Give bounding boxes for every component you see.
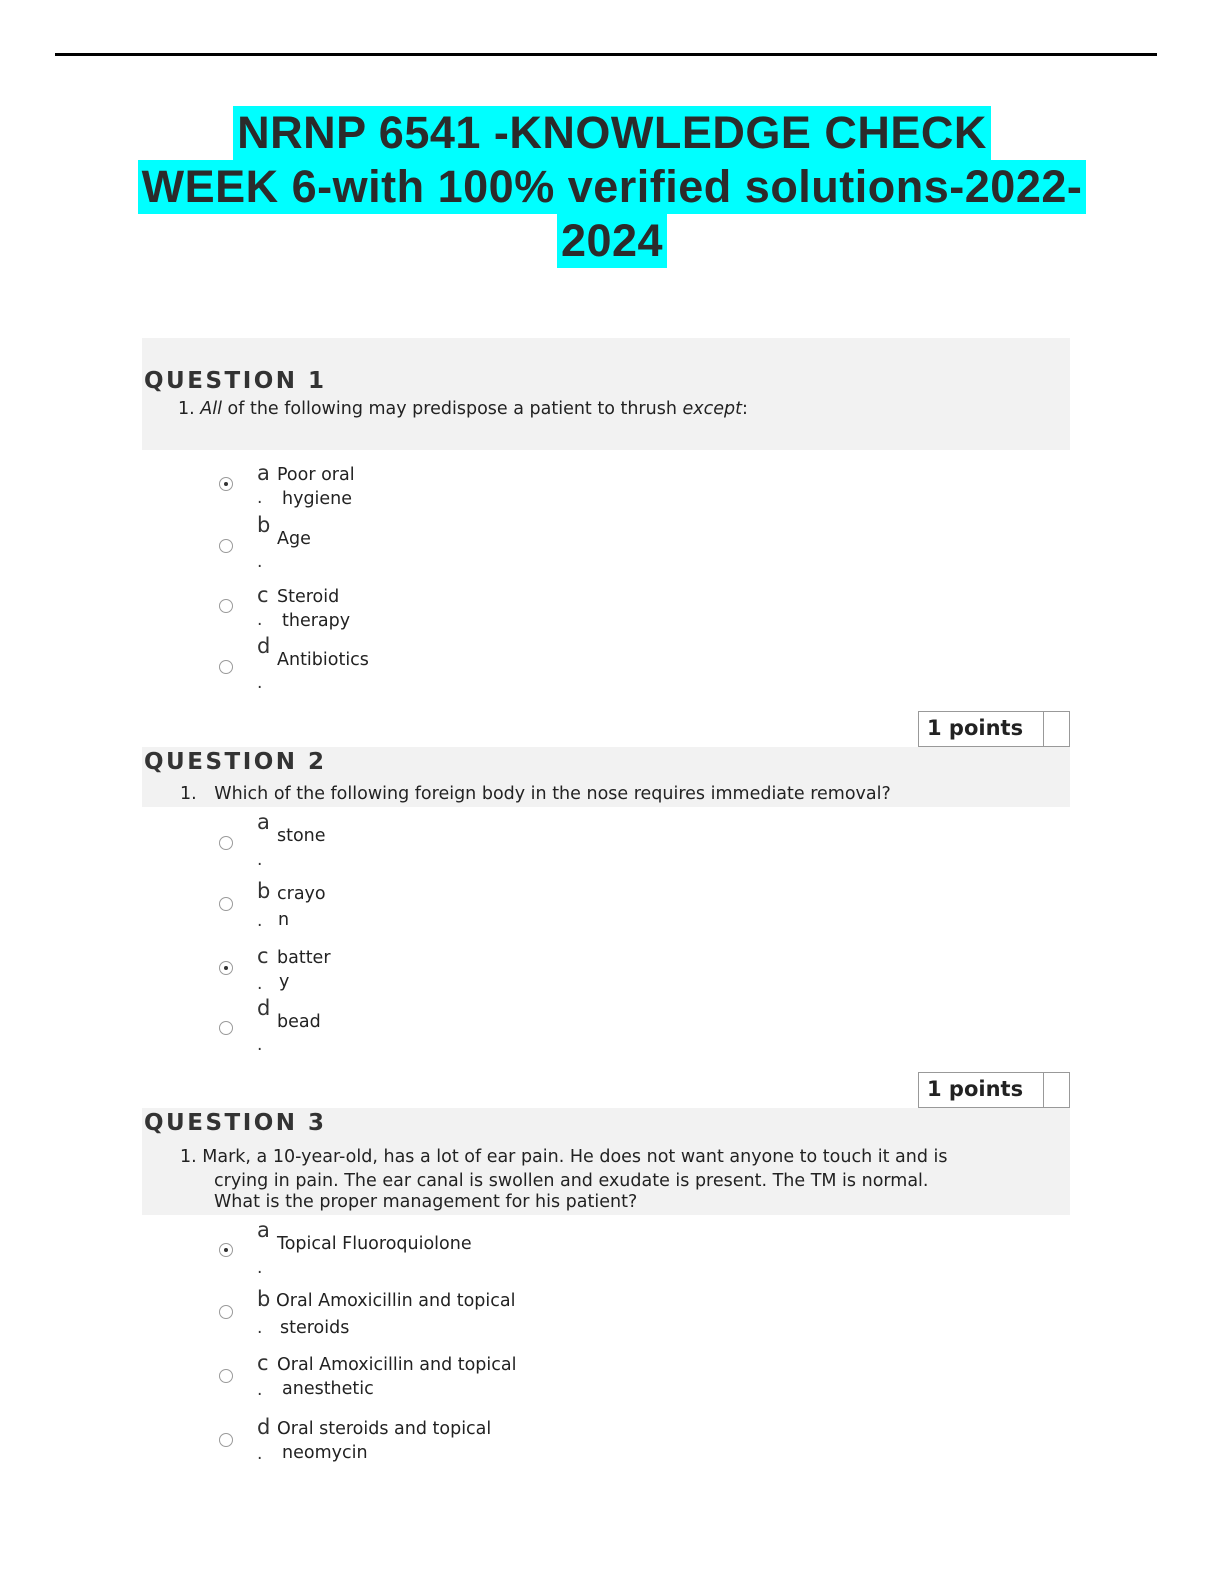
points-badge (918, 711, 1070, 747)
question-1-panel (142, 338, 1070, 450)
document-title (0, 106, 1224, 268)
option-text: anesthetic (282, 1379, 374, 1399)
question-text: Which of the following foreign body in the nose requires immediate removal? (214, 784, 891, 804)
option-dot: . (257, 488, 263, 508)
option-letter: d (257, 1415, 271, 1439)
radio-button[interactable] (219, 1305, 233, 1319)
option-text: neomycin (282, 1443, 368, 1463)
option-dot: . (257, 1318, 263, 1338)
option-letter: a (257, 810, 270, 834)
option-text: Oral Amoxicillin and topical (277, 1355, 517, 1375)
question-text-line: What is the proper management for his patient? (214, 1192, 638, 1212)
question-text-line: crying in pain. The ear canal is swollen and exudate is present. The TM is normal. (214, 1171, 929, 1191)
option-text: crayo (277, 884, 326, 904)
question-text-emphasis: except (682, 399, 742, 419)
points-divider (1043, 1073, 1044, 1107)
option-letter: c (257, 1351, 269, 1375)
points-badge (918, 1072, 1070, 1108)
radio-button-selected[interactable] (219, 961, 233, 975)
question-3-heading: QUESTION 3 (144, 1110, 327, 1136)
option-dot: . (257, 850, 263, 870)
option-dot: . (257, 1035, 263, 1055)
radio-button-selected[interactable] (219, 477, 233, 491)
option-dot: . (257, 1444, 263, 1464)
radio-button[interactable] (219, 1369, 233, 1383)
option-text: Poor oral (277, 465, 355, 485)
question-2-heading: QUESTION 2 (144, 749, 327, 775)
option-text: Topical Fluoroquiolone (277, 1234, 472, 1254)
option-text: n (278, 910, 290, 930)
option-text: Age (277, 529, 311, 549)
radio-button[interactable] (219, 1021, 233, 1035)
radio-button[interactable] (219, 1433, 233, 1447)
radio-button[interactable] (219, 599, 233, 613)
option-letter: b (257, 513, 271, 537)
question-2-prompt (180, 783, 891, 806)
radio-button-selected[interactable] (219, 1243, 233, 1257)
option-letter: c (257, 583, 269, 607)
option-text: Oral Amoxicillin and topical (276, 1291, 516, 1311)
top-rule (55, 53, 1157, 56)
points-label: 1 points (927, 1077, 1024, 1101)
option-dot: . (257, 552, 263, 572)
option-dot: . (257, 1258, 263, 1278)
question-1-heading: QUESTION 1 (144, 368, 327, 394)
title-line-1: NRNP 6541 -KNOWLEDGE CHECK (233, 106, 991, 160)
title-line-2: WEEK 6-with 100% verified solutions-2022- (138, 160, 1087, 214)
points-label: 1 points (927, 716, 1024, 740)
question-text: Mark, a 10-year-old, has a lot of ear pain. He does not want anyone to touch it and is (202, 1147, 948, 1167)
title-line-3: 2024 (557, 214, 667, 268)
question-1-prompt (178, 398, 748, 421)
option-letter: d (257, 996, 271, 1020)
option-letter: b (257, 1287, 271, 1311)
question-number: 1. (180, 784, 197, 804)
radio-button[interactable] (219, 539, 233, 553)
option-letter: a (257, 461, 270, 485)
option-text: therapy (282, 611, 351, 631)
option-letter: c (257, 944, 269, 968)
points-divider (1043, 712, 1044, 746)
option-text: batter (277, 948, 331, 968)
option-text: Antibiotics (277, 650, 369, 670)
option-text: Steroid (277, 587, 340, 607)
radio-button[interactable] (219, 897, 233, 911)
option-letter: d (257, 634, 271, 658)
option-dot: . (257, 974, 263, 994)
radio-button[interactable] (219, 836, 233, 850)
option-text: steroids (280, 1318, 350, 1338)
question-text: : (741, 399, 748, 419)
option-text: stone (277, 826, 326, 846)
option-letter: a (257, 1218, 270, 1242)
question-3-prompt (180, 1146, 948, 1169)
radio-button[interactable] (219, 660, 233, 674)
option-text: Oral steroids and topical (277, 1419, 492, 1439)
question-text: of the following may predispose a patient to thrush (221, 399, 683, 419)
option-dot: . (257, 673, 263, 693)
question-number: 1. (178, 399, 195, 419)
question-number: 1. (180, 1147, 197, 1167)
option-text: bead (277, 1012, 321, 1032)
question-text-emphasis: All (200, 399, 222, 419)
option-text: y (279, 972, 290, 992)
option-dot: . (257, 610, 263, 630)
option-dot: . (257, 911, 263, 931)
option-dot: . (257, 1380, 263, 1400)
option-text: hygiene (282, 489, 353, 509)
option-letter: b (257, 879, 271, 903)
